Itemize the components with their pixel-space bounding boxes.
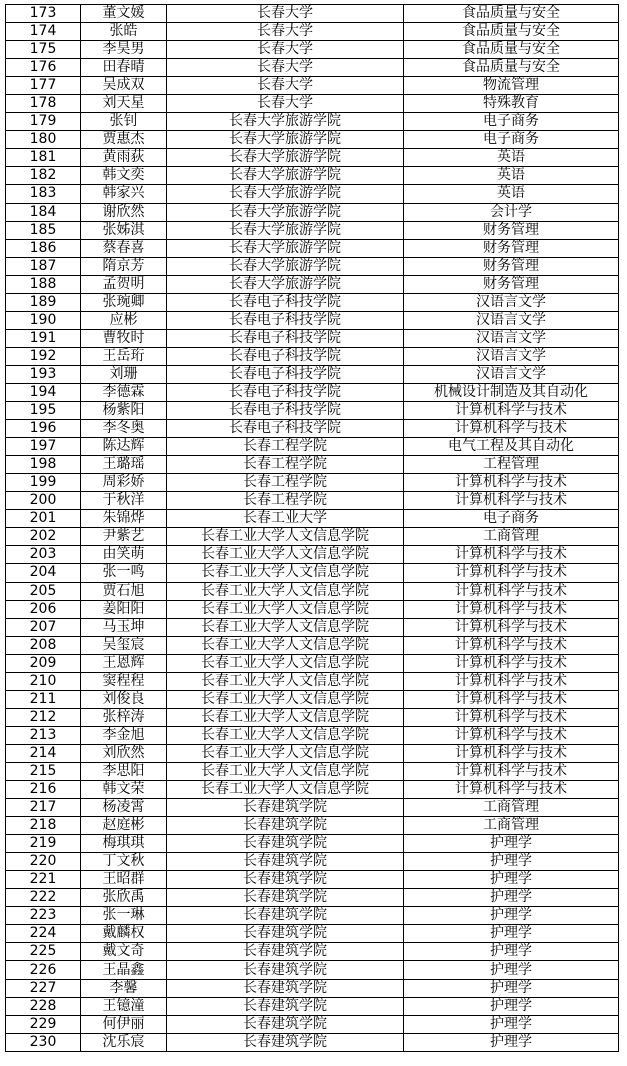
- table-row: [6, 997, 619, 1015]
- table-row: [6, 510, 619, 528]
- document-page: [5, 4, 619, 1052]
- school-name-cell: 长春工程学院: [167, 456, 404, 474]
- table-row: [6, 59, 619, 77]
- table-row: [6, 907, 619, 925]
- school-name-cell: 长春建筑学院: [167, 1015, 404, 1033]
- student-name-cell: 刘珊: [81, 365, 167, 383]
- student-name-cell: 周彩娇: [81, 474, 167, 492]
- major-cell: 计算机科学与技术: [404, 744, 619, 762]
- school-name-cell: 长春工业大学人文信息学院: [167, 690, 404, 708]
- school-name-cell: 长春建筑学院: [167, 835, 404, 853]
- table-row: [6, 383, 619, 401]
- row-number-cell: 184: [6, 203, 81, 221]
- row-number-cell: 201: [6, 510, 81, 528]
- major-cell: 物流管理: [404, 77, 619, 95]
- student-name-cell: 由笑萌: [81, 546, 167, 564]
- student-name-cell: 张梓涛: [81, 708, 167, 726]
- school-name-cell: 长春建筑学院: [167, 799, 404, 817]
- table-row: [6, 131, 619, 149]
- row-number-cell: 215: [6, 762, 81, 780]
- row-number-cell: 173: [6, 5, 81, 23]
- school-name-cell: 长春大学旅游学院: [167, 131, 404, 149]
- table-row: [6, 293, 619, 311]
- row-number-cell: 220: [6, 853, 81, 871]
- school-name-cell: 长春大学: [167, 77, 404, 95]
- school-name-cell: 长春电子科技学院: [167, 365, 404, 383]
- row-number-cell: 213: [6, 726, 81, 744]
- major-cell: 英语: [404, 185, 619, 203]
- row-number-cell: 222: [6, 889, 81, 907]
- table-row: [6, 77, 619, 95]
- table-row: [6, 943, 619, 961]
- table-row: [6, 672, 619, 690]
- table-row: [6, 528, 619, 546]
- student-name-cell: 赵庭彬: [81, 817, 167, 835]
- table-row: [6, 203, 619, 221]
- row-number-cell: 190: [6, 311, 81, 329]
- table-row: [6, 690, 619, 708]
- major-cell: 护理学: [404, 853, 619, 871]
- student-name-cell: 李冬奥: [81, 420, 167, 438]
- student-name-cell: 张钊: [81, 113, 167, 131]
- major-cell: 食品质量与安全: [404, 59, 619, 77]
- row-number-cell: 185: [6, 221, 81, 239]
- table-row: [6, 456, 619, 474]
- student-name-cell: 张一琳: [81, 907, 167, 925]
- school-name-cell: 长春建筑学院: [167, 925, 404, 943]
- school-name-cell: 长春工业大学人文信息学院: [167, 672, 404, 690]
- table-row: [6, 871, 619, 889]
- major-cell: 护理学: [404, 907, 619, 925]
- table-row: [6, 925, 619, 943]
- row-number-cell: 224: [6, 925, 81, 943]
- student-name-cell: 陈达辉: [81, 438, 167, 456]
- major-cell: 特殊教育: [404, 95, 619, 113]
- major-cell: 计算机科学与技术: [404, 564, 619, 582]
- table-row: [6, 311, 619, 329]
- school-name-cell: 长春工程学院: [167, 438, 404, 456]
- school-name-cell: 长春工业大学人文信息学院: [167, 726, 404, 744]
- major-cell: 护理学: [404, 997, 619, 1015]
- row-number-cell: 196: [6, 420, 81, 438]
- table-row: [6, 853, 619, 871]
- table-row: [6, 239, 619, 257]
- major-cell: 护理学: [404, 1033, 619, 1051]
- school-name-cell: 长春工业大学人文信息学院: [167, 708, 404, 726]
- school-name-cell: 长春建筑学院: [167, 997, 404, 1015]
- school-name-cell: 长春电子科技学院: [167, 329, 404, 347]
- school-name-cell: 长春建筑学院: [167, 853, 404, 871]
- table-row: [6, 41, 619, 59]
- student-name-cell: 沈乐宸: [81, 1033, 167, 1051]
- row-number-cell: 207: [6, 618, 81, 636]
- major-cell: 计算机科学与技术: [404, 690, 619, 708]
- row-number-cell: 177: [6, 77, 81, 95]
- school-name-cell: 长春电子科技学院: [167, 311, 404, 329]
- school-name-cell: 长春大学: [167, 23, 404, 41]
- major-cell: 机械设计制造及其自动化: [404, 383, 619, 401]
- major-cell: 会计学: [404, 203, 619, 221]
- major-cell: 工程管理: [404, 456, 619, 474]
- row-number-cell: 187: [6, 257, 81, 275]
- student-name-cell: 吴玺宸: [81, 636, 167, 654]
- major-cell: 计算机科学与技术: [404, 546, 619, 564]
- student-name-cell: 尹紫艺: [81, 528, 167, 546]
- school-name-cell: 长春工业大学人文信息学院: [167, 564, 404, 582]
- row-number-cell: 221: [6, 871, 81, 889]
- student-name-cell: 孟贺明: [81, 275, 167, 293]
- school-name-cell: 长春大学: [167, 5, 404, 23]
- school-name-cell: 长春电子科技学院: [167, 347, 404, 365]
- school-name-cell: 长春工业大学人文信息学院: [167, 618, 404, 636]
- row-number-cell: 217: [6, 799, 81, 817]
- major-cell: 食品质量与安全: [404, 23, 619, 41]
- row-number-cell: 214: [6, 744, 81, 762]
- row-number-cell: 206: [6, 600, 81, 618]
- major-cell: 工商管理: [404, 799, 619, 817]
- student-name-cell: 张琬卿: [81, 293, 167, 311]
- school-name-cell: 长春建筑学院: [167, 961, 404, 979]
- table-row: [6, 762, 619, 780]
- major-cell: 护理学: [404, 871, 619, 889]
- school-name-cell: 长春建筑学院: [167, 889, 404, 907]
- table-row: [6, 113, 619, 131]
- student-name-cell: 何伊丽: [81, 1015, 167, 1033]
- student-name-cell: 杨凌霄: [81, 799, 167, 817]
- table-row: [6, 438, 619, 456]
- major-cell: 电子商务: [404, 510, 619, 528]
- school-name-cell: 长春大学旅游学院: [167, 221, 404, 239]
- row-number-cell: 219: [6, 835, 81, 853]
- row-number-cell: 174: [6, 23, 81, 41]
- major-cell: 计算机科学与技术: [404, 600, 619, 618]
- major-cell: 护理学: [404, 889, 619, 907]
- major-cell: 计算机科学与技术: [404, 420, 619, 438]
- student-name-cell: 韩文奕: [81, 167, 167, 185]
- row-number-cell: 197: [6, 438, 81, 456]
- major-cell: 财务管理: [404, 221, 619, 239]
- school-name-cell: 长春工业大学人文信息学院: [167, 744, 404, 762]
- major-cell: 电气工程及其自动化: [404, 438, 619, 456]
- student-name-cell: 王恩辉: [81, 654, 167, 672]
- school-name-cell: 长春大学旅游学院: [167, 239, 404, 257]
- row-number-cell: 189: [6, 293, 81, 311]
- table-row: [6, 402, 619, 420]
- school-name-cell: 长春工业大学人文信息学院: [167, 528, 404, 546]
- row-number-cell: 175: [6, 41, 81, 59]
- student-name-cell: 田春晴: [81, 59, 167, 77]
- table-row: [6, 257, 619, 275]
- row-number-cell: 209: [6, 654, 81, 672]
- student-name-cell: 戴麟权: [81, 925, 167, 943]
- major-cell: 汉语言文学: [404, 347, 619, 365]
- school-name-cell: 长春工业大学人文信息学院: [167, 636, 404, 654]
- major-cell: 电子商务: [404, 113, 619, 131]
- school-name-cell: 长春大学旅游学院: [167, 257, 404, 275]
- table-row: [6, 365, 619, 383]
- major-cell: 护理学: [404, 1015, 619, 1033]
- row-number-cell: 178: [6, 95, 81, 113]
- table-row: [6, 149, 619, 167]
- table-row: [6, 492, 619, 510]
- major-cell: 计算机科学与技术: [404, 402, 619, 420]
- student-name-cell: 朱锦烨: [81, 510, 167, 528]
- row-number-cell: 212: [6, 708, 81, 726]
- student-name-cell: 蔡春喜: [81, 239, 167, 257]
- row-number-cell: 183: [6, 185, 81, 203]
- student-name-cell: 王昭群: [81, 871, 167, 889]
- student-name-cell: 谢欣然: [81, 203, 167, 221]
- row-number-cell: 200: [6, 492, 81, 510]
- school-name-cell: 长春大学: [167, 95, 404, 113]
- major-cell: 工商管理: [404, 817, 619, 835]
- school-name-cell: 长春大学旅游学院: [167, 149, 404, 167]
- student-name-cell: 韩文荣: [81, 781, 167, 799]
- student-name-cell: 张欣禹: [81, 889, 167, 907]
- student-name-cell: 黄雨荻: [81, 149, 167, 167]
- school-name-cell: 长春大学旅游学院: [167, 167, 404, 185]
- school-name-cell: 长春大学: [167, 41, 404, 59]
- row-number-cell: 186: [6, 239, 81, 257]
- student-name-cell: 董文媛: [81, 5, 167, 23]
- student-name-cell: 刘欣然: [81, 744, 167, 762]
- student-name-cell: 窦程程: [81, 672, 167, 690]
- table-row: [6, 835, 619, 853]
- table-row: [6, 600, 619, 618]
- major-cell: 计算机科学与技术: [404, 654, 619, 672]
- student-name-cell: 曹牧时: [81, 329, 167, 347]
- row-number-cell: 192: [6, 347, 81, 365]
- row-number-cell: 227: [6, 979, 81, 997]
- table-row: [6, 636, 619, 654]
- major-cell: 食品质量与安全: [404, 5, 619, 23]
- table-row: [6, 474, 619, 492]
- major-cell: 电子商务: [404, 131, 619, 149]
- student-name-cell: 吴成双: [81, 77, 167, 95]
- school-name-cell: 长春工程学院: [167, 474, 404, 492]
- school-name-cell: 长春工业大学人文信息学院: [167, 781, 404, 799]
- major-cell: 计算机科学与技术: [404, 708, 619, 726]
- student-name-cell: 刘俊良: [81, 690, 167, 708]
- row-number-cell: 211: [6, 690, 81, 708]
- major-cell: 食品质量与安全: [404, 41, 619, 59]
- school-name-cell: 长春大学旅游学院: [167, 185, 404, 203]
- major-cell: 财务管理: [404, 239, 619, 257]
- row-number-cell: 191: [6, 329, 81, 347]
- table-row: [6, 221, 619, 239]
- school-name-cell: 长春工业大学人文信息学院: [167, 600, 404, 618]
- row-number-cell: 204: [6, 564, 81, 582]
- student-name-cell: 韩家兴: [81, 185, 167, 203]
- major-cell: 汉语言文学: [404, 365, 619, 383]
- major-cell: 计算机科学与技术: [404, 781, 619, 799]
- student-name-cell: 贾惠杰: [81, 131, 167, 149]
- school-name-cell: 长春建筑学院: [167, 871, 404, 889]
- school-name-cell: 长春工业大学人文信息学院: [167, 582, 404, 600]
- row-number-cell: 188: [6, 275, 81, 293]
- major-cell: 计算机科学与技术: [404, 636, 619, 654]
- school-name-cell: 长春建筑学院: [167, 979, 404, 997]
- major-cell: 计算机科学与技术: [404, 726, 619, 744]
- school-name-cell: 长春工业大学人文信息学院: [167, 546, 404, 564]
- student-name-cell: 应彬: [81, 311, 167, 329]
- student-name-cell: 梅琪琪: [81, 835, 167, 853]
- major-cell: 护理学: [404, 979, 619, 997]
- student-name-cell: 李金旭: [81, 726, 167, 744]
- major-cell: 护理学: [404, 943, 619, 961]
- student-name-cell: 张皓: [81, 23, 167, 41]
- table-body: [6, 5, 619, 1052]
- row-number-cell: 198: [6, 456, 81, 474]
- major-cell: 汉语言文学: [404, 293, 619, 311]
- major-cell: 护理学: [404, 961, 619, 979]
- school-name-cell: 长春建筑学院: [167, 1033, 404, 1051]
- school-name-cell: 长春大学旅游学院: [167, 113, 404, 131]
- row-number-cell: 193: [6, 365, 81, 383]
- table-row: [6, 167, 619, 185]
- student-name-cell: 姜阳阳: [81, 600, 167, 618]
- student-name-cell: 隋京芳: [81, 257, 167, 275]
- table-row: [6, 817, 619, 835]
- school-name-cell: 长春电子科技学院: [167, 402, 404, 420]
- row-number-cell: 199: [6, 474, 81, 492]
- student-name-cell: 王晶鑫: [81, 961, 167, 979]
- table-row: [6, 961, 619, 979]
- row-number-cell: 226: [6, 961, 81, 979]
- table-row: [6, 781, 619, 799]
- table-row: [6, 5, 619, 23]
- table-row: [6, 546, 619, 564]
- row-number-cell: 228: [6, 997, 81, 1015]
- student-name-cell: 王镱潼: [81, 997, 167, 1015]
- row-number-cell: 216: [6, 781, 81, 799]
- major-cell: 计算机科学与技术: [404, 492, 619, 510]
- school-name-cell: 长春工业大学人文信息学院: [167, 762, 404, 780]
- table-row: [6, 347, 619, 365]
- table-row: [6, 654, 619, 672]
- row-number-cell: 203: [6, 546, 81, 564]
- row-number-cell: 181: [6, 149, 81, 167]
- table-row: [6, 1033, 619, 1051]
- major-cell: 财务管理: [404, 257, 619, 275]
- major-cell: 英语: [404, 149, 619, 167]
- row-number-cell: 182: [6, 167, 81, 185]
- student-name-cell: 刘天星: [81, 95, 167, 113]
- table-row: [6, 979, 619, 997]
- school-name-cell: 长春大学: [167, 59, 404, 77]
- row-number-cell: 202: [6, 528, 81, 546]
- table-row: [6, 582, 619, 600]
- student-name-cell: 李昊男: [81, 41, 167, 59]
- table-row: [6, 23, 619, 41]
- table-row: [6, 799, 619, 817]
- school-name-cell: 长春建筑学院: [167, 817, 404, 835]
- table-row: [6, 420, 619, 438]
- major-cell: 计算机科学与技术: [404, 474, 619, 492]
- row-number-cell: 205: [6, 582, 81, 600]
- student-name-cell: 于秋洋: [81, 492, 167, 510]
- row-number-cell: 210: [6, 672, 81, 690]
- table-row: [6, 618, 619, 636]
- student-name-cell: 张姊淇: [81, 221, 167, 239]
- row-number-cell: 194: [6, 383, 81, 401]
- row-number-cell: 230: [6, 1033, 81, 1051]
- school-name-cell: 长春电子科技学院: [167, 293, 404, 311]
- table-row: [6, 185, 619, 203]
- row-number-cell: 225: [6, 943, 81, 961]
- major-cell: 汉语言文学: [404, 329, 619, 347]
- table-row: [6, 275, 619, 293]
- student-name-cell: 张一鸣: [81, 564, 167, 582]
- school-name-cell: 长春建筑学院: [167, 943, 404, 961]
- major-cell: 汉语言文学: [404, 311, 619, 329]
- major-cell: 护理学: [404, 835, 619, 853]
- major-cell: 财务管理: [404, 275, 619, 293]
- table-row: [6, 329, 619, 347]
- student-name-cell: 李馨: [81, 979, 167, 997]
- table-row: [6, 708, 619, 726]
- table-row: [6, 564, 619, 582]
- school-name-cell: 长春大学旅游学院: [167, 275, 404, 293]
- row-number-cell: 229: [6, 1015, 81, 1033]
- table-row: [6, 889, 619, 907]
- major-cell: 工商管理: [404, 528, 619, 546]
- row-number-cell: 180: [6, 131, 81, 149]
- student-name-cell: 王璐瑶: [81, 456, 167, 474]
- student-name-cell: 李德霖: [81, 383, 167, 401]
- school-name-cell: 长春电子科技学院: [167, 420, 404, 438]
- major-cell: 英语: [404, 167, 619, 185]
- school-name-cell: 长春大学旅游学院: [167, 203, 404, 221]
- row-number-cell: 218: [6, 817, 81, 835]
- row-number-cell: 208: [6, 636, 81, 654]
- table-row: [6, 1015, 619, 1033]
- admission-list-table: [5, 4, 619, 1052]
- student-name-cell: 马玉坤: [81, 618, 167, 636]
- student-name-cell: 李思阳: [81, 762, 167, 780]
- row-number-cell: 195: [6, 402, 81, 420]
- table-row: [6, 95, 619, 113]
- student-name-cell: 杨紫阳: [81, 402, 167, 420]
- major-cell: 护理学: [404, 925, 619, 943]
- major-cell: 计算机科学与技术: [404, 672, 619, 690]
- student-name-cell: 丁文秋: [81, 853, 167, 871]
- student-name-cell: 贾石旭: [81, 582, 167, 600]
- school-name-cell: 长春电子科技学院: [167, 383, 404, 401]
- major-cell: 计算机科学与技术: [404, 762, 619, 780]
- table-row: [6, 744, 619, 762]
- school-name-cell: 长春建筑学院: [167, 907, 404, 925]
- table-row: [6, 726, 619, 744]
- school-name-cell: 长春工程学院: [167, 492, 404, 510]
- row-number-cell: 223: [6, 907, 81, 925]
- row-number-cell: 176: [6, 59, 81, 77]
- school-name-cell: 长春工业大学: [167, 510, 404, 528]
- major-cell: 计算机科学与技术: [404, 582, 619, 600]
- major-cell: 计算机科学与技术: [404, 618, 619, 636]
- student-name-cell: 王岳珩: [81, 347, 167, 365]
- student-name-cell: 戴文奇: [81, 943, 167, 961]
- row-number-cell: 179: [6, 113, 81, 131]
- school-name-cell: 长春工业大学人文信息学院: [167, 654, 404, 672]
